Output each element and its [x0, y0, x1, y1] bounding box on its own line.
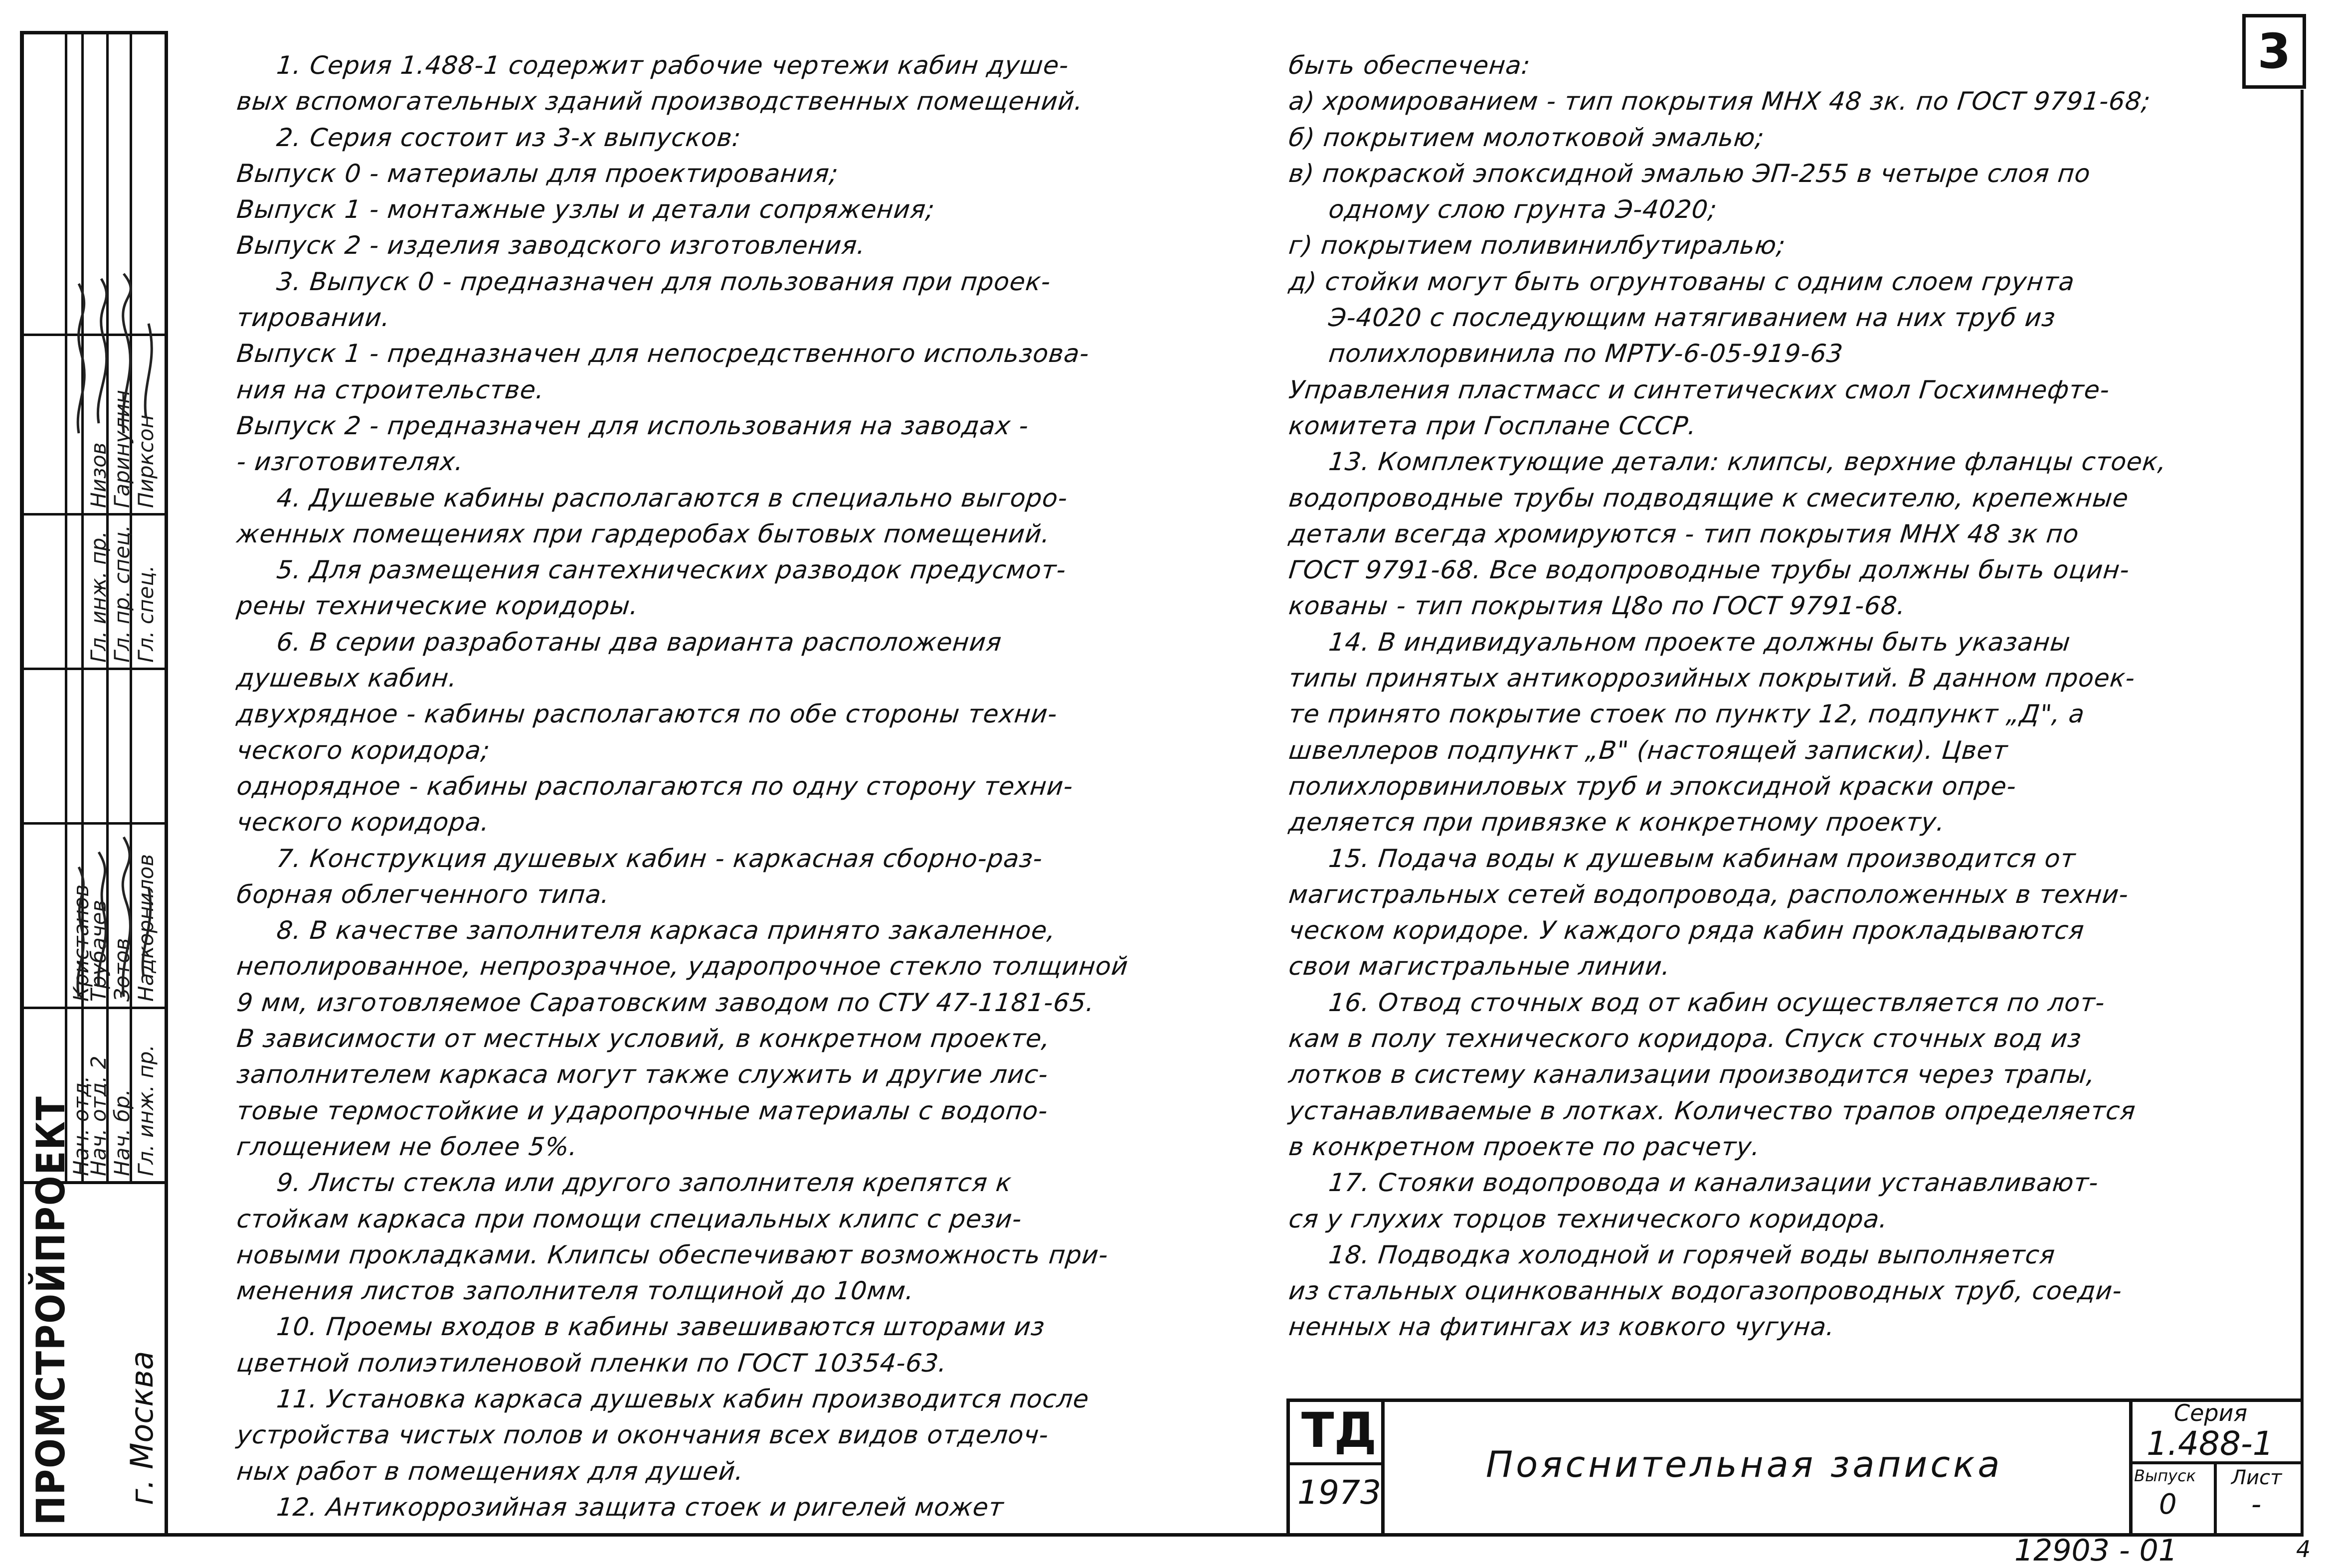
stamp-position: Нач. отд.	[69, 1075, 93, 1176]
sheet-label: Лист	[2231, 1466, 2282, 1489]
text-line: Управления пластмасс и синтетических смол Госхимнефте-	[1287, 375, 2112, 404]
text-line: детали всегда хромируются - тип покрытия МНХ 48 зк по	[1287, 519, 2081, 548]
text-line: менения листов заполнителя толщиной до 10мм.	[235, 1276, 916, 1306]
stamp-surname: Трубачев	[86, 899, 111, 1002]
series-label: Серия	[2174, 1399, 2248, 1426]
text-column-right	[1289, 47, 2281, 1345]
text-line: цветной полиэтиленовой пленки по ГОСТ 10354-63.	[235, 1348, 949, 1378]
approval-stamp-strip	[24, 34, 165, 1533]
frame-top-border	[20, 31, 168, 34]
text-line: 11. Установка каркаса душевых кабин производится после	[275, 1384, 1091, 1413]
frame-bottom-border	[20, 1533, 2304, 1537]
stamp-divider	[24, 668, 165, 670]
text-line: 15. Подача воды к душевым кабинам производится от	[1327, 844, 2077, 873]
text-line: 10. Проемы входов в кабины завешиваются шторами из	[275, 1312, 1047, 1342]
issue-value: 0	[2159, 1488, 2177, 1521]
text-line: ненных на фитингах из ковкого чугуна.	[1287, 1312, 1837, 1342]
title-block-border	[1286, 1398, 1290, 1533]
stamp-surname: Зотов	[110, 938, 134, 1002]
title-block	[1286, 1398, 2304, 1533]
text-line: ся у глухих торцов технического коридора.	[1287, 1204, 1890, 1233]
frame-left-border	[165, 31, 168, 1537]
stamp-surname: Гаринулин	[110, 389, 134, 508]
text-line: лотков в систему канализации производится через трапы,	[1287, 1060, 2097, 1089]
text-line: в) покраской эпоксидной эмалью ЭП-255 в четыре слоя по	[1287, 159, 2092, 188]
text-line: 6. В серии разработаны два варианта расположения	[275, 627, 1004, 657]
stamp-position: Нач. отд. 2	[86, 1055, 111, 1176]
text-column-left	[237, 47, 1224, 1525]
text-line: - изготовителях.	[235, 447, 466, 477]
stamp-surname: Кристанов	[69, 884, 93, 1002]
text-line: свои магистральные линии.	[1287, 952, 1672, 981]
text-line: тировании.	[235, 303, 392, 333]
text-line: кованы - тип покрытия Ц8о по ГОСТ 9791-68.	[1287, 591, 1908, 621]
text-line: В зависимости от местных условий, в конкретном проекте,	[235, 1024, 1052, 1053]
stamp-position: Гл. пр. спец.	[110, 524, 134, 663]
issue-label: Выпуск	[2134, 1466, 2196, 1485]
title-block-border	[1381, 1398, 1385, 1533]
title-block-border	[1286, 1398, 2304, 1402]
text-line: ческом коридоре. У каждого ряда кабин прокладываются	[1287, 916, 2086, 945]
text-line: полихлорвинила по МРТУ-6-05-919-63	[1327, 339, 1845, 368]
text-line: 8. В качестве заполнителя каркаса принято закаленное,	[275, 916, 1058, 945]
document-year: 1973	[1297, 1473, 1381, 1512]
organization-city: г. Москва	[124, 1351, 160, 1505]
text-line: Выпуск 0 - материалы для проектирования;	[235, 159, 840, 188]
text-line: товые термостойкие и ударопрочные материалы с водопо-	[235, 1096, 1050, 1125]
text-line: новыми прокладками. Клипсы обеспечивают возможность при-	[235, 1240, 1110, 1269]
text-line: 16. Отвод сточных вод от кабин осуществляется по лот-	[1327, 988, 2107, 1017]
text-line: стойкам каркаса при помощи специальных клипс с рези-	[235, 1204, 1024, 1233]
text-line: ния на строительстве.	[235, 375, 546, 404]
text-line: глощением не более 5%.	[235, 1132, 579, 1161]
text-line: типы принятых антикоррозийных покрытий. В данном проек-	[1287, 664, 2137, 693]
text-line: борная облегченного типа.	[235, 879, 611, 909]
text-line: г) покрытием поливинилбутиралью;	[1287, 231, 1788, 260]
text-line: 2. Серия состоит из 3-х выпусков:	[275, 123, 743, 152]
text-line: заполнителем каркаса могут также служить и другие лис-	[235, 1060, 1050, 1089]
page-number-box: 3	[2242, 14, 2306, 89]
title-block-border	[2214, 1461, 2217, 1533]
text-line: 9 мм, изготовляемое Саратовским заводом по СТУ 47-1181-65.	[235, 988, 1096, 1017]
sheet-value: -	[2251, 1488, 2262, 1521]
text-line: Выпуск 2 - изделия заводского изготовления.	[235, 231, 868, 260]
inventory-number: 12903 - 01	[2014, 1533, 2178, 1568]
stamp-position: Нач. бр.	[110, 1089, 134, 1176]
stamp-surname: Пирксон	[134, 414, 158, 508]
text-line: 5. Для размещения сантехнических разводок предусмот-	[275, 555, 1068, 585]
text-line: 14. В индивидуальном проекте должны быть указаны	[1327, 627, 2072, 657]
text-line: Выпуск 1 - монтажные узлы и детали сопряжения;	[235, 195, 936, 224]
text-line: душевых кабин.	[235, 664, 459, 693]
frame-right-border	[2301, 90, 2304, 1537]
stamp-divider	[24, 513, 165, 516]
corner-number: 4	[2296, 1536, 2311, 1563]
text-line: в конкретном проекте по расчету.	[1287, 1132, 1762, 1161]
text-line: неполированное, непрозрачное, ударопрочное стекло толщиной	[235, 952, 1130, 981]
text-line: ных работ в помещениях для душей.	[235, 1456, 745, 1486]
text-line: 13. Комплектующие детали: клипсы, верхние фланцы стоек,	[1327, 447, 2168, 477]
signatures-lower	[69, 678, 164, 1007]
stamp-divider	[65, 34, 67, 1181]
organization-name: ПРОМСТРОЙПРОЕКТ	[29, 1095, 74, 1525]
text-line: Выпуск 1 - предназначен для непосредственного использова-	[235, 339, 1091, 368]
stamp-surname: Надкорнилов	[134, 854, 158, 1002]
text-line: устанавливаемые в лотках. Количество трапов определяется	[1287, 1096, 2138, 1125]
text-line: одному слою грунта Э-4020;	[1327, 195, 1719, 224]
title-block-border	[1286, 1462, 1385, 1465]
text-line: устройства чистых полов и окончания всех видов отделоч-	[235, 1420, 1051, 1450]
text-line: 17. Стояки водопровода и канализации устанавливают-	[1327, 1168, 2100, 1198]
text-line: ческого коридора;	[235, 735, 492, 765]
text-line: 3. Выпуск 0 - предназначен для пользования при проек-	[275, 267, 1053, 296]
text-line: из стальных оцинкованных водогазопроводных труб, соеди-	[1287, 1276, 2124, 1306]
text-line: быть обеспечена:	[1287, 51, 1532, 80]
text-line: водопроводные трубы подводящие к смесителю, крепежные	[1287, 483, 2131, 513]
text-line: кам в полу технического коридора. Спуск сточных вод из	[1287, 1024, 2083, 1053]
title-block-border	[2129, 1398, 2133, 1533]
text-line: 12. Антикоррозийная защита стоек и ригелей может	[275, 1492, 1006, 1522]
stamp-position: Гл. инж. пр.	[86, 531, 111, 663]
document-code: ТД	[1301, 1402, 1377, 1458]
stamp-divider	[24, 1007, 165, 1009]
text-line: однорядное - кабины располагаются по одну сторону техни-	[235, 771, 1075, 801]
text-line: магистральных сетей водопровода, расположенных в техни-	[1287, 879, 2131, 909]
text-line: 9. Листы стекла или другого заполнителя крепятся к	[275, 1168, 1013, 1198]
text-line: деляется при привязке к конкретному проекту.	[1287, 808, 1947, 837]
text-line: двухрядное - кабины располагаются по обе стороны техни-	[235, 699, 1059, 729]
document-title: Пояснительная записка	[1486, 1443, 2003, 1485]
text-line: ческого коридора.	[235, 808, 491, 837]
text-line: Э-4020 с последующим натягиванием на них труб из	[1327, 303, 2057, 333]
text-line: рены технические коридоры.	[235, 591, 640, 621]
text-line: вых вспомогательных зданий производственных помещений.	[235, 87, 1085, 116]
text-line: полихлорвиниловых труб и эпоксидной краски опре-	[1287, 771, 2018, 801]
stamp-position: Гл. спец.	[134, 565, 158, 663]
text-line: а) хромированием - тип покрытия МНХ 48 зк. по ГОСТ 9791-68;	[1287, 87, 2152, 116]
stamp-position: Гл. инж. пр.	[134, 1045, 158, 1176]
series-value: 1.488-1	[2147, 1424, 2274, 1463]
text-line: д) стойки могут быть огрунтованы с одним слоем грунта	[1287, 267, 2076, 296]
text-line: швеллеров подпункт „В" (настоящей записки). Цвет	[1287, 735, 2009, 765]
text-line: 4. Душевые кабины располагаются в специально выгоро-	[275, 483, 1070, 513]
text-line: б) покрытием молотковой эмалью;	[1287, 123, 1766, 152]
text-line: женных помещениях при гардеробах бытовых помещений.	[235, 519, 1052, 548]
signatures-upper	[69, 184, 164, 443]
text-line: Выпуск 2 - предназначен для использования на заводах -	[235, 411, 1031, 440]
text-line: 18. Подводка холодной и горячей воды выполняется	[1327, 1240, 2057, 1269]
stamp-surname: Низов	[86, 442, 111, 508]
text-line: те принято покрытие стоек по пункту 12, подпункт „Д", а	[1287, 699, 2086, 729]
text-line: 7. Конструкция душевых кабин - каркасная сборно-раз-	[275, 844, 1045, 873]
text-line: 1. Серия 1.488-1 содержит рабочие чертежи кабин душе-	[275, 51, 1071, 80]
left-strip-outer-border	[20, 31, 24, 1537]
text-line: ГОСТ 9791-68. Все водопроводные трубы должны быть оцин-	[1287, 555, 2132, 585]
text-line: комитета при Госплане СССР.	[1287, 411, 1698, 440]
